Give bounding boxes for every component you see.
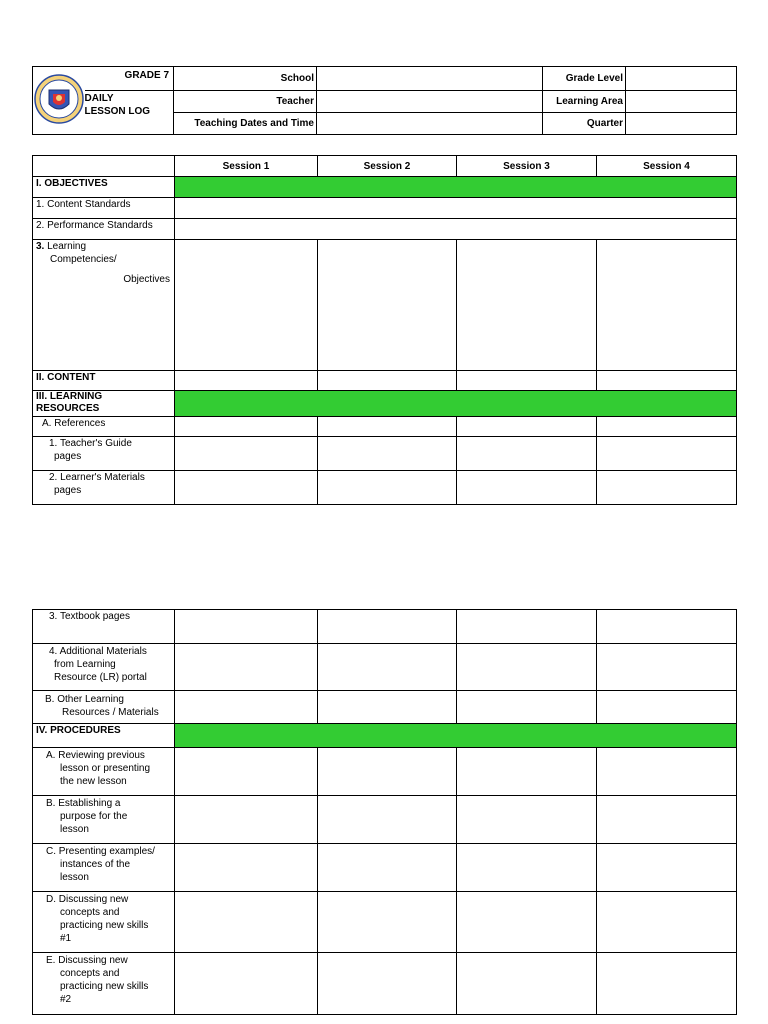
- lm-line2: pages: [54, 485, 82, 496]
- learning-resources-banner: [175, 391, 737, 417]
- pd-session-1-cell[interactable]: [175, 892, 318, 953]
- d-line3: practicing new skills: [60, 920, 149, 931]
- pb-session-4-cell[interactable]: [597, 796, 737, 844]
- dates-label: Teaching Dates and Time: [174, 113, 317, 135]
- e-line3: practicing new skills: [60, 981, 149, 992]
- pb-session-2-cell[interactable]: [318, 796, 457, 844]
- am-session-4-cell[interactable]: [597, 644, 737, 691]
- learning-competencies-label: [33, 240, 175, 371]
- lr-line1: III. LEARNING: [36, 391, 103, 402]
- performance-standards-label: 2. Performance Standards: [33, 219, 175, 240]
- or-session-2-cell[interactable]: [318, 691, 457, 724]
- lr-line2: RESOURCES: [36, 403, 100, 414]
- content-standards-field[interactable]: [175, 198, 737, 219]
- add-line3: Resource (LR) portal: [54, 672, 147, 683]
- lc-line2: Competencies/: [50, 254, 117, 265]
- lc-session-3-cell[interactable]: [457, 240, 597, 371]
- d-line2: concepts and: [60, 907, 120, 918]
- lesson-table-1: [32, 155, 737, 505]
- session-2-header: Session 2: [318, 156, 457, 177]
- pe-session-3-cell[interactable]: [457, 953, 597, 1015]
- content-heading: II. CONTENT: [33, 371, 175, 391]
- lc-session-4-cell[interactable]: [597, 240, 737, 371]
- quarter-label: Quarter: [543, 113, 626, 135]
- header-table: [32, 66, 737, 135]
- dates-field[interactable]: [317, 113, 543, 135]
- a-line2: lesson or presenting: [60, 763, 151, 774]
- other-resources-label: [33, 691, 175, 724]
- b-line1: B. Establishing a: [46, 798, 121, 809]
- pc-session-2-cell[interactable]: [318, 844, 457, 892]
- tg-line1: 1. Teacher's Guide: [49, 438, 132, 449]
- textbook-label: 3. Textbook pages: [33, 610, 175, 644]
- dll-title: [85, 91, 174, 135]
- pe-session-2-cell[interactable]: [318, 953, 457, 1015]
- deped-seal-icon: [33, 68, 85, 130]
- additional-materials-label: [33, 644, 175, 691]
- a-line3: the new lesson: [60, 776, 127, 787]
- pd-session-3-cell[interactable]: [457, 892, 597, 953]
- tg-session-4-cell[interactable]: [597, 437, 737, 471]
- other-line2: Resources / Materials: [62, 707, 159, 718]
- grade-level-label: Grade Level: [543, 67, 626, 91]
- teacher-field[interactable]: [317, 91, 543, 113]
- pd-session-4-cell[interactable]: [597, 892, 737, 953]
- teachers-guide-label: [33, 437, 175, 471]
- tb-session-1-cell[interactable]: [175, 610, 318, 644]
- am-session-1-cell[interactable]: [175, 644, 318, 691]
- d-line4: #1: [60, 933, 72, 944]
- pd-session-2-cell[interactable]: [318, 892, 457, 953]
- grade-level-field[interactable]: [626, 67, 737, 91]
- pa-session-4-cell[interactable]: [597, 748, 737, 796]
- dll-title-line2: LESSON LOG: [84, 106, 151, 117]
- e-line2: concepts and: [60, 968, 120, 979]
- or-session-1-cell[interactable]: [175, 691, 318, 724]
- pe-session-1-cell[interactable]: [175, 953, 318, 1015]
- lc-line1: Learning: [47, 241, 87, 252]
- procedure-d-label: [33, 892, 175, 953]
- procedure-c-label: [33, 844, 175, 892]
- ref-session-1-cell[interactable]: [175, 417, 318, 437]
- header-empty-cell: [33, 156, 175, 177]
- procedure-b-label: [33, 796, 175, 844]
- references-label: A. References: [33, 417, 175, 437]
- objectives-banner: [175, 177, 737, 198]
- pe-session-4-cell[interactable]: [597, 953, 737, 1015]
- ref-session-4-cell[interactable]: [597, 417, 737, 437]
- procedures-banner: [175, 724, 737, 748]
- other-line1: B. Other Learning: [45, 694, 124, 705]
- content-session-1-cell[interactable]: [175, 371, 318, 391]
- pa-session-3-cell[interactable]: [457, 748, 597, 796]
- tg-session-2-cell[interactable]: [318, 437, 457, 471]
- a-line1: A. Reviewing previous: [46, 750, 145, 761]
- b-line3: lesson: [60, 824, 89, 835]
- lm-session-4-cell[interactable]: [597, 471, 737, 505]
- teacher-label: Teacher: [174, 91, 317, 113]
- content-session-2-cell[interactable]: [318, 371, 457, 391]
- add-line2: from Learning: [54, 659, 116, 670]
- e-line1: E. Discussing new: [46, 955, 128, 966]
- content-session-4-cell[interactable]: [597, 371, 737, 391]
- lc-line3: Objectives: [123, 274, 170, 285]
- school-label: School: [174, 67, 317, 91]
- pc-session-3-cell[interactable]: [457, 844, 597, 892]
- content-session-3-cell[interactable]: [457, 371, 597, 391]
- lc-session-1-cell[interactable]: [175, 240, 318, 371]
- add-line1: 4. Additional Materials: [49, 646, 147, 657]
- tb-session-2-cell[interactable]: [318, 610, 457, 644]
- lm-session-1-cell[interactable]: [175, 471, 318, 505]
- tb-session-3-cell[interactable]: [457, 610, 597, 644]
- pb-session-3-cell[interactable]: [457, 796, 597, 844]
- grade-label: GRADE 7: [85, 67, 174, 91]
- tb-session-4-cell[interactable]: [597, 610, 737, 644]
- learning-area-field[interactable]: [626, 91, 737, 113]
- lm-line1: 2. Learner's Materials: [49, 472, 145, 483]
- e-line4: #2: [60, 994, 72, 1005]
- procedure-a-label: [33, 748, 175, 796]
- am-session-2-cell[interactable]: [318, 644, 457, 691]
- lm-session-2-cell[interactable]: [318, 471, 457, 505]
- pa-session-1-cell[interactable]: [175, 748, 318, 796]
- d-line1: D. Discussing new: [46, 894, 129, 905]
- tg-session-3-cell[interactable]: [457, 437, 597, 471]
- c-line3: lesson: [60, 872, 89, 883]
- learning-area-label: Learning Area: [543, 91, 626, 113]
- quarter-field[interactable]: [626, 113, 737, 135]
- tg-line2: pages: [54, 451, 82, 462]
- c-line2: instances of the: [60, 859, 131, 870]
- pb-session-1-cell[interactable]: [175, 796, 318, 844]
- session-1-header: Session 1: [175, 156, 318, 177]
- pc-session-4-cell[interactable]: [597, 844, 737, 892]
- b-line2: purpose for the: [60, 811, 128, 822]
- content-standards-label: 1. Content Standards: [33, 198, 175, 219]
- pa-session-2-cell[interactable]: [318, 748, 457, 796]
- dll-title-line1: DAILY: [84, 93, 114, 104]
- procedures-heading: IV. PROCEDURES: [33, 724, 175, 748]
- logo-cell: [33, 67, 85, 135]
- session-4-header: Session 4: [597, 156, 737, 177]
- c-line1: C. Presenting examples/: [46, 846, 155, 857]
- tg-session-1-cell[interactable]: [175, 437, 318, 471]
- learners-materials-label: [33, 471, 175, 505]
- ref-session-3-cell[interactable]: [457, 417, 597, 437]
- lesson-table-2: [32, 609, 737, 1015]
- performance-standards-field[interactable]: [175, 219, 737, 240]
- procedure-e-label: [33, 953, 175, 1015]
- school-field[interactable]: [317, 67, 543, 91]
- objectives-heading: I. OBJECTIVES: [33, 177, 175, 198]
- or-session-4-cell[interactable]: [597, 691, 737, 724]
- am-session-3-cell[interactable]: [457, 644, 597, 691]
- lm-session-3-cell[interactable]: [457, 471, 597, 505]
- learning-resources-heading: [33, 391, 175, 417]
- or-session-3-cell[interactable]: [457, 691, 597, 724]
- session-3-header: Session 3: [457, 156, 597, 177]
- ref-session-2-cell[interactable]: [318, 417, 457, 437]
- lc-session-2-cell[interactable]: [318, 240, 457, 371]
- pc-session-1-cell[interactable]: [175, 844, 318, 892]
- lc-number: 3.: [36, 241, 45, 252]
